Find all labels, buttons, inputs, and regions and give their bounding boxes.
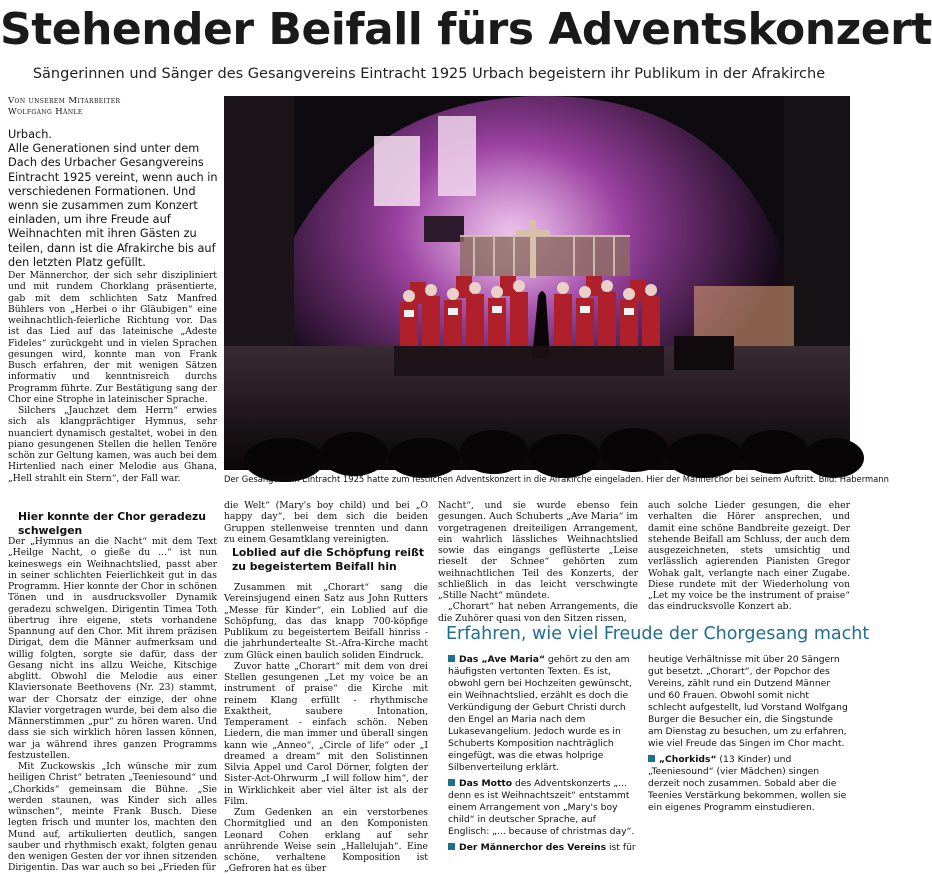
paragraph: Zuvor hatte „Chorart“ mit dem von drei Stellen gesungenen „Let my voice be an instrument of praise“ die Kirche mit reinem Klang erfüllt - rhythmische Exaktheit, saubere Intonation, Temperament - einfach schön. Neben Liedern, die man immer und überall singen kann wie „Anneo“, „Circle of life“ oder „I dreamed a dream“ mit den Solistinnen Silvia Appel und Carol Dörner, folgten der Sister-Act-Ohrwurm „I will follow him“, der in Wirklichkeit aber viel älter ist als der Film.	[224, 660, 428, 807]
section-subtitle: Loblied auf die Schöpfung reißt zu begeistertem Beifall hin	[232, 546, 425, 573]
infobox-item-text: ist für	[606, 842, 636, 853]
paragraph: Zum Gedenken an ein verstorbenes Chormitglied und an den Komponisten Leonard Cohen erklang auf sehr anrührende Weise sein „Hallelujah“. Eine schöne, verhaltene Komposition ist „Gefroren hat es über	[224, 807, 428, 875]
article-column-2-continued	[224, 582, 428, 875]
infobox-column-right	[648, 654, 848, 848]
paragraph: Zusammen mit „Chorart“ sang die Vereinsjugend einen Satz aus John Rutters „Messe für Kinder“, ein Loblied auf die Schöpfung, das das knapp 700-köpfige Publikum zu begeistertem Beifall hinriss - die jahrhundertealte St.-Afra-Kirche macht zum Glück einen baulich soliden Eindruck.	[224, 582, 428, 661]
concert-photo	[224, 96, 850, 470]
paragraph: „Chorart“ hat neben Arrangements, die die Zuhörer quasi von den Sitzen rissen,	[438, 601, 638, 624]
article-column-4	[648, 500, 850, 612]
article-column-2	[224, 500, 428, 545]
article-column-1-continued	[8, 536, 217, 874]
square-bullet-icon	[448, 655, 455, 662]
paragraph: Mit Zuckowskis „Ich wünsche mir zum heiligen Christ“ betraten „Teeniesound“ und „Chorkids“ gemeinsam die Bühne. „Sie werden staunen, was Kinder sich alles wünschen“, meinte Frank Busch. Diese legten frisch und munter los, machten den Mund auf, artikulierten deutlich, sangen sauber und rhythmisch exakt, folgten genau den wenigen Gesten der vor ihnen sitzenden Dirigentin. Das war auch so bei „Frieden für	[8, 761, 217, 874]
section-subtitle: Hier konnte der Chor geradezu schwelgen	[18, 510, 206, 537]
choir-church-image	[224, 96, 850, 470]
paragraph: Der „Hymnus an die Nacht“ mit dem Text „Heilge Nacht, o gieße du ...“ ist nun keineswegs ein Weihnachtslied, passt aber in seiner schlichten Feierlichkeit gut in das Programm. Hier konnte der Chor in schönen Tönen und in ausdrucksvoller Dynamik geradezu schwelgen. Dirigentin Timea Toth übertrug ihre eigene, stets vorhandene Spannung auf den Chor. Mit ihrem präzisen Dirigat, dem die Männer aufmerksam und willig folgten, sorgte sie dafür, dass der Gesang nicht ins allzu Weiche, Kitschige abglitt. Obwohl die Melodie aus einer Klaviersonate Beethovens (Nr. 23) stammt, war der Chorsatz der einzige, der ohne Klavier vorgetragen wurde, bei dem also die Männerstimmen „pur“ zu hören waren. Und dass sie sich wirklich hören lassen können, war ja während ihres ganzen Programms festzustellen.	[8, 536, 217, 761]
byline-role: Von unserem Mitarbeiter	[8, 96, 121, 106]
square-bullet-icon	[448, 843, 455, 850]
infobox-item	[448, 778, 638, 838]
subheadline: Sängerinnen und Sänger des Gesangvereins Eintracht 1925 Urbach begeistern ihr Publikum in der Afrakirche	[32, 66, 826, 82]
infobox-item-text: (13 Kinder) und „Teeniesound“ (vier Mädchen) singen derzeit noch zusammen. Sobald aber die Teenies Verstärkung bekommen, wollen sie ein eigenes Programm einstudieren.	[648, 754, 847, 813]
infobox-item-text: gehört zu den am häufigsten vertonten Texten. Es ist, obwohl gern bei Hochzeiten gewünscht, ein Weihnachtslied, erzählt es doch die Verkündigung der Geburt Christi durch den Engel an Maria nach dem Lukasevangelium. Jedoch wurde es in Schuberts Komposition nachträglich eingefügt, was die etwas holprige Silbenverteilung erklärt.	[448, 654, 632, 773]
infobox-item	[448, 654, 638, 774]
infobox-item-lead: Das Motto	[459, 778, 513, 789]
infobox-item	[448, 842, 638, 854]
infobox-item	[648, 654, 848, 750]
infobox-item-lead: Der Männerchor des Vereins	[459, 842, 607, 853]
paragraph: Silchers „Jauchzet dem Herrn“ erwies sich als klangprächtiger Hymnus, sehr nuanciert dynamisch gestaltet, wobei in den piano gesungenen Stellen die hellen Tenöre schön zur Geltung kamen, was auch bei dem Hirtenlied nach einer Melodie aus Ghana, „Hell strahlt ein Stern“, der Fall war.	[8, 405, 217, 484]
square-bullet-icon	[448, 779, 455, 786]
infobox-item-lead: „Chorkids“	[659, 754, 717, 765]
paragraph: auch solche Lieder gesungen, die eher verhalten die Hörer ansprechen, und damit eine schöne Bandbreite gezeigt. Der stehende Beifall am Schluss, der auch dem ausgezeichneten, stets umsichtig und verlässlich agierenden Pianisten Gregor Wohak galt, verlangte nach einer Zugabe. Diese rundete mit der Wiederholung von „Let my voice be the instrument of praise“ das eindrucksvolle Konzert ab.	[648, 500, 850, 613]
infobox-title: Erfahren, wie viel Freude der Chorgesang macht	[446, 624, 870, 644]
infobox-item-lead: Das „Ave Maria“	[459, 654, 545, 665]
article-column-3	[438, 500, 638, 624]
article-column-1	[8, 270, 217, 484]
infobox-item	[648, 754, 848, 814]
infobox-item-text: des Adventskonzerts „... denn es ist Weihnachtszeit“ entstammt einem Arrangement von „Mary's boy child“ in deutscher Sprache, auf Englisch: „... because of christmas day“.	[448, 778, 635, 837]
infobox-item-text: heutige Verhältnisse mit über 20 Sängern gut besetzt. „Chorart“, der Popchor des Vereins, zählt rund ein Dutzend Männer und 60 Frauen. Obwohl somit nicht schlecht aufgestellt, lud Vorstand Wolfgang Burger die Besucher ein, die Singstunde am Dienstag zu besuchen, um zu erfahren, wie viel Freude das Singen im Chor macht.	[648, 654, 848, 749]
paragraph: Der Männerchor, der sich sehr diszipliniert und mit rundem Chorklang präsentierte, gab mit dem schlichten Satz Manfred Bühlers von „Herbei o ihr Gläubigen“ eine weihnachtlich-feierliche Richtung vor. Das ist das Lied auf das lateinische „Adeste Fideles“ zurückgeht und in vielen Sprachen gesungen wird, konnte man von Frank Busch erfahren, der mit wenigen Sätzen informativ und kenntnisreich durchs Programm führte. Zur Bestätigung sang der Chor eine Strophe in lateinischer Sprache.	[8, 270, 217, 405]
byline	[8, 96, 223, 118]
lead-paragraph: Urbach. Alle Generationen sind unter dem Dach des Urbacher Gesangvereins Eintracht 1925 vereint, wenn auch in verschiedenen Formationen. Und wenn sie zusammen zum Konzert einladen, um ihre Freude auf Weihnachten mit ihren Gästen zu teilen, dann ist die Afrakirche bis auf den letzten Platz gefüllt.	[8, 128, 218, 269]
paragraph: die Welt“ (Mary's boy child) und bei „O happy day“, bei dem sich die beiden Gruppen stellenweise trennten und dann zu einem Gesamtklang vereinigten.	[224, 500, 428, 545]
byline-author: Wolfgang Hänle	[8, 107, 83, 117]
square-bullet-icon	[648, 755, 655, 762]
headline: Stehender Beifall fürs Adventskonzert	[0, 4, 932, 55]
infobox-column-left	[448, 654, 638, 853]
paragraph: Nacht“, und sie wurde ebenso fein gesungen. Auch Schuberts „Ave Maria“ im vorgetragenen dreiteiligen Arrangement, ein wahrlich lässliches Weihnachtslied sowie das eingangs geflüsterte „Leise rieselt der Schnee“ gehörten zum weihnachtlichen Teil des Konzerts, der schließlich in das leicht verschwingte „Stille Nacht“ mündete.	[438, 500, 638, 601]
photo-caption: Der Gesangverein Eintracht 1925 hatte zum festlichen Adventskonzert in die Afrakirche eingeladen. Hier der Männerchor bei seinem Auftritt. Bild: Habermann	[224, 474, 889, 484]
